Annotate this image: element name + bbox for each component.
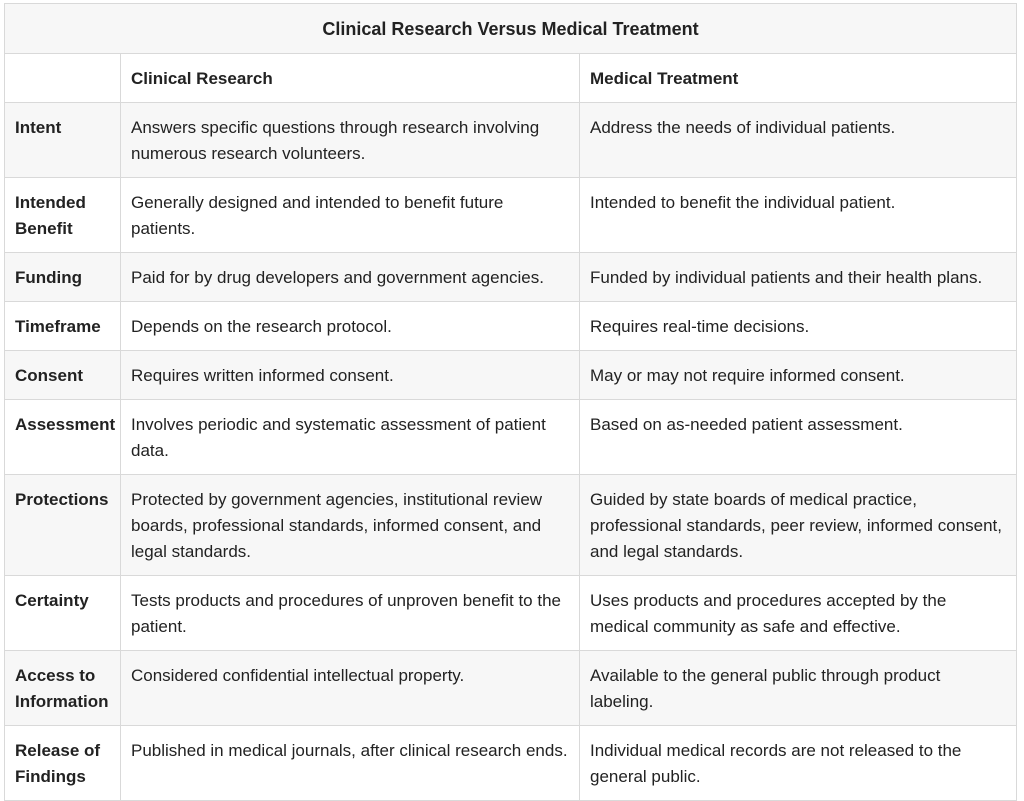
row-label: Consent: [5, 351, 121, 400]
research-cell: Requires written informed consent.: [121, 351, 580, 400]
research-cell: Considered confidential intellectual property.: [121, 651, 580, 726]
header-medical-treatment: Medical Treatment: [580, 54, 1017, 103]
table-row: [5, 253, 1017, 302]
treatment-cell: Intended to benefit the individual patient.: [580, 178, 1017, 253]
row-label: Certainty: [5, 576, 121, 651]
table-row: [5, 475, 1017, 576]
row-label: Protections: [5, 475, 121, 576]
research-cell: Tests products and procedures of unproven benefit to the patient.: [121, 576, 580, 651]
row-label: Intended Benefit: [5, 178, 121, 253]
comparison-table-container: [4, 3, 1016, 801]
table-row: [5, 103, 1017, 178]
table-row: [5, 302, 1017, 351]
row-label: Timeframe: [5, 302, 121, 351]
treatment-cell: Funded by individual patients and their health plans.: [580, 253, 1017, 302]
row-label: Funding: [5, 253, 121, 302]
treatment-cell: Individual medical records are not released to the general public.: [580, 726, 1017, 801]
research-cell: Depends on the research protocol.: [121, 302, 580, 351]
treatment-cell: Available to the general public through product labeling.: [580, 651, 1017, 726]
table-row: [5, 351, 1017, 400]
row-label: Intent: [5, 103, 121, 178]
row-label: Access to Information: [5, 651, 121, 726]
treatment-cell: Guided by state boards of medical practice, professional standards, peer review, informed consent, and legal standards.: [580, 475, 1017, 576]
row-label: Release of Findings: [5, 726, 121, 801]
table-row: [5, 726, 1017, 801]
header-clinical-research: Clinical Research: [121, 54, 580, 103]
research-cell: Paid for by drug developers and government agencies.: [121, 253, 580, 302]
research-cell: Involves periodic and systematic assessment of patient data.: [121, 400, 580, 475]
table-row: [5, 651, 1017, 726]
research-cell: Protected by government agencies, institutional review boards, professional standards, informed consent, and legal standards.: [121, 475, 580, 576]
research-cell: Answers specific questions through research involving numerous research volunteers.: [121, 103, 580, 178]
treatment-cell: Uses products and procedures accepted by the medical community as safe and effective.: [580, 576, 1017, 651]
research-cell: Generally designed and intended to benefit future patients.: [121, 178, 580, 253]
table-row: [5, 576, 1017, 651]
treatment-cell: Based on as-needed patient assessment.: [580, 400, 1017, 475]
table-header-row: [5, 54, 1017, 103]
table-title: Clinical Research Versus Medical Treatment: [5, 4, 1017, 54]
research-cell: Published in medical journals, after clinical research ends.: [121, 726, 580, 801]
table-row: [5, 178, 1017, 253]
row-label: Assessment: [5, 400, 121, 475]
treatment-cell: Requires real-time decisions.: [580, 302, 1017, 351]
table-row: [5, 400, 1017, 475]
table-title-row: [5, 4, 1017, 54]
treatment-cell: May or may not require informed consent.: [580, 351, 1017, 400]
header-empty-cell: [5, 54, 121, 103]
treatment-cell: Address the needs of individual patients.: [580, 103, 1017, 178]
comparison-table: [4, 3, 1017, 801]
